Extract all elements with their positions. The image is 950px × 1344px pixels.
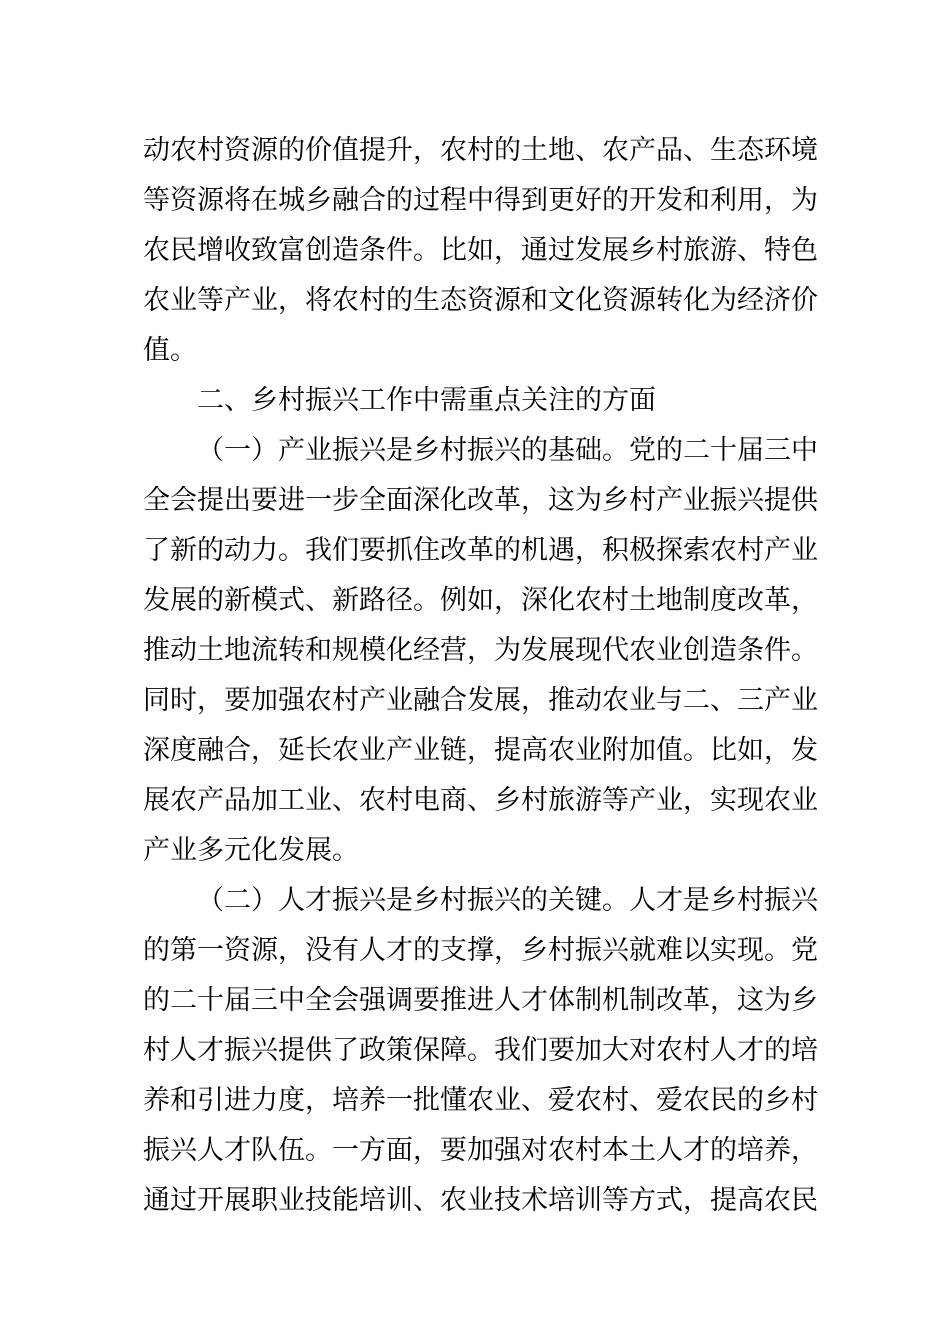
document-body [143,126,818,1226]
text-line: 振 兴 人 才 队 伍 。 一 方 面 ， 要 加 强 对 农 村 本 土 人 才 的 培 养 ， [143,1135,818,1166]
text-line: 的 二 十 届 三 中 全 会 强 调 要 推 进 人 才 体 制 机 制 改 革 ， 这 为 乡 [143,985,818,1016]
text-line: 全 会 提 出 要 进 一 步 全 面 深 化 改 革 ， 这 为 乡 村 产 业 振 兴 提 供 [143,485,818,516]
text-line: 动 农 村 资 源 的 价 值 提 升 ， 农 村 的 土 地 、 农 产 品 、 生 态 环 境 [143,135,818,166]
text-line: 等 资 源 将 在 城 乡 融 合 的 过 程 中 得 到 更 好 的 开 发 和 利 用 ， 为 [143,185,818,216]
paragraph-first-line: （ 二 ） 人 才 振 兴 是 乡 村 振 兴 的 关 键 。 人 才 是 乡 村 振 兴 [197,885,818,916]
text-line: 值 。 [143,335,197,366]
text-line: 农 民 增 收 致 富 创 造 条 件 。 比 如 ， 通 过 发 展 乡 村 旅 游 、 特 色 [143,235,818,266]
section-heading: 二 、 乡 村 振 兴 工 作 中 需 重 点 关 注 的 方 面 [197,385,656,416]
text-line: 农 业 等 产 业 ， 将 农 村 的 生 态 资 源 和 文 化 资 源 转 化 为 经 济 价 [143,285,818,316]
text-line: 产 业 多 元 化 发 展 。 [143,835,359,866]
text-line: 通 过 开 展 职 业 技 能 培 训 、 农 业 技 术 培 训 等 方 式 ， 提 高 农 民 [143,1185,818,1216]
text-line: 村 人 才 振 兴 提 供 了 政 策 保 障 。 我 们 要 加 大 对 农 村 人 才 的 培 [143,1035,818,1066]
text-line: 深 度 融 合 ， 延 长 农 业 产 业 链 ， 提 高 农 业 附 加 值 。 比 如 ， 发 [143,735,818,766]
paragraph-first-line: （ 一 ） 产 业 振 兴 是 乡 村 振 兴 的 基 础 。 党 的 二 十 届 三 中 [197,435,818,466]
text-line: 了 新 的 动 力 。 我 们 要 抓 住 改 革 的 机 遇 ， 积 极 探 索 农 村 产 业 [143,535,818,566]
text-line: 展 农 产 品 加 工 业 、 农 村 电 商 、 乡 村 旅 游 等 产 业 ， 实 现 农 业 [143,785,818,816]
text-line: 推 动 土 地 流 转 和 规 模 化 经 营 ， 为 发 展 现 代 农 业 创 造 条 件 。 [143,635,818,666]
text-line: 的 第 一 资 源 ， 没 有 人 才 的 支 撑 ， 乡 村 振 兴 就 难 以 实 现 。 党 [143,935,818,966]
text-line: 同 时 ， 要 加 强 农 村 产 业 融 合 发 展 ， 推 动 农 业 与 二 、 三 产 业 [143,685,818,716]
text-line: 发 展 的 新 模 式 、 新 路 径 。 例 如 ， 深 化 农 村 土 地 制 度 改 革 ， [143,585,818,616]
text-line: 养 和 引 进 力 度 ， 培 养 一 批 懂 农 业 、 爱 农 村 、 爱 农 民 的 乡 村 [143,1085,818,1116]
